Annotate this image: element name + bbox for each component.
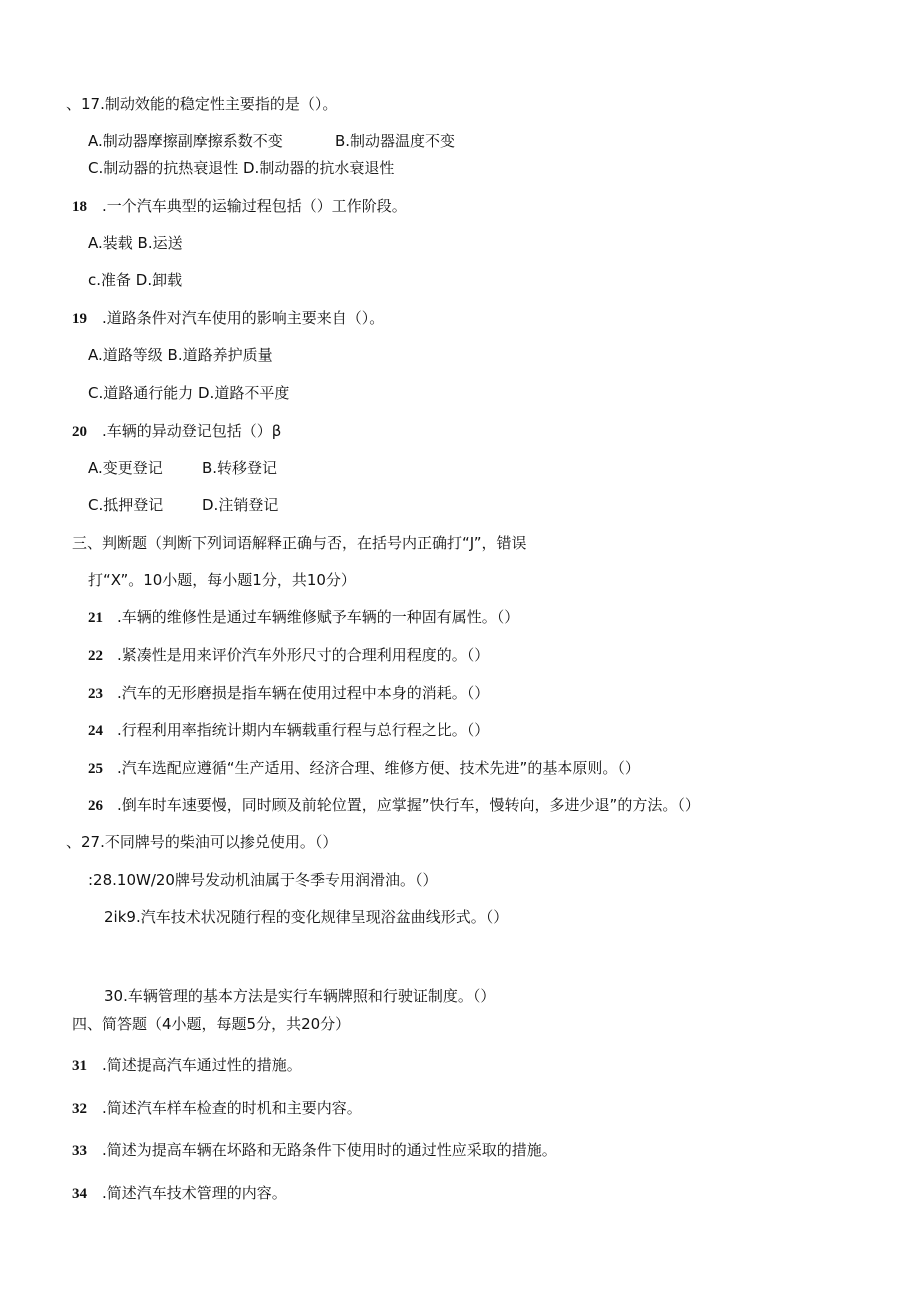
judge-text: .倒车时车速要慢，同时顾及前轮位置，应掌握”快行车，慢转向，多进少退”的方法。（） [117, 796, 700, 814]
question-17-stem: 、17.制动效能的稳定性主要指的是（）。 [66, 95, 338, 113]
short-question-34 [72, 1183, 287, 1204]
judge-number: 25 [88, 761, 103, 777]
judge-number: 22 [88, 648, 103, 664]
judge-text: .车辆的维修性是通过车辆维修赋予车辆的一种固有属性。（） [117, 608, 520, 626]
short-question-31 [72, 1055, 302, 1076]
judge-question-27: 、27.不同牌号的柴油可以掺兑使用。（） [66, 833, 338, 851]
question-19-option-ab: A.道路等级 B.道路养护质量 [88, 346, 273, 364]
question-17-option-b: B.制动器温度不变 [335, 132, 456, 150]
question-18-text: .一个汽车典型的运输过程包括（）工作阶段。 [102, 197, 407, 215]
judge-question-22 [88, 645, 489, 666]
judge-question-25 [88, 758, 640, 779]
section-3-heading-line1: 三、判断题（判断下列词语解释正确与否，在括号内正确打“J”，错误 [72, 534, 527, 552]
short-text: .简述为提高车辆在坏路和无路条件下使用时的通过性应采取的措施。 [102, 1141, 557, 1159]
judge-question-30: 30.车辆管理的基本方法是实行车辆牌照和行驶证制度。（） [104, 987, 496, 1005]
short-text: .简述汽车样车检查的时机和主要内容。 [102, 1099, 362, 1117]
section-3-heading-line2: 打“X”。10小题，每小题1分，共10分） [88, 571, 356, 589]
judge-question-26 [88, 795, 700, 816]
question-17-option-cd: C.制动器的抗热衰退性 D.制动器的抗水衰退性 [88, 159, 395, 177]
section-4-heading: 四、简答题（4小题，每题5分，共20分） [72, 1015, 351, 1033]
question-20-option-c: C.抵押登记 [88, 496, 164, 514]
short-number: 31 [72, 1058, 87, 1074]
question-20-option-a: A.变更登记 [88, 459, 163, 477]
judge-number: 21 [88, 610, 103, 626]
question-20-number: 20 [72, 424, 87, 440]
question-18-number: 18 [72, 199, 87, 215]
judge-text: .紧凑性是用来评价汽车外形尺寸的合理利用程度的。（） [117, 646, 490, 664]
short-number: 33 [72, 1143, 87, 1159]
question-19-option-cd: C.道路通行能力 D.道路不平度 [88, 384, 290, 402]
judge-text: .行程利用率指统计期内车辆载重行程与总行程之比。（） [117, 721, 490, 739]
question-18-option-ab: A.装载 B.运送 [88, 234, 183, 252]
judge-number: 23 [88, 686, 103, 702]
judge-question-24 [88, 720, 489, 741]
question-19 [72, 308, 384, 329]
judge-question-28: :28.10W/20牌号发动机油属于冬季专用润滑油。（） [88, 871, 438, 889]
judge-number: 26 [88, 798, 103, 814]
short-question-32 [72, 1098, 362, 1119]
question-20-text: .车辆的异动登记包括（）β [102, 422, 282, 440]
question-17-option-a: A.制动器摩擦副摩擦系数不变 [88, 132, 283, 150]
judge-number: 24 [88, 723, 103, 739]
question-20 [72, 421, 281, 442]
short-text: .简述提高汽车通过性的措施。 [102, 1056, 302, 1074]
judge-text: .汽车选配应遵循“生产适用、经济合理、维修方便、技术先进”的基本原则。（） [117, 759, 640, 777]
judge-question-21 [88, 607, 519, 628]
short-text: .简述汽车技术管理的内容。 [102, 1184, 287, 1202]
question-20-option-b: B.转移登记 [202, 459, 278, 477]
judge-question-29: 2ik9.汽车技术状况随行程的变化规律呈现浴盆曲线形式。（） [104, 908, 509, 926]
question-18-option-cd: c.准备 D.卸载 [88, 271, 183, 289]
judge-question-23 [88, 683, 489, 704]
question-19-text: .道路条件对汽车使用的影响主要来自（）。 [102, 309, 385, 327]
short-question-33 [72, 1140, 557, 1161]
judge-text: .汽车的无形磨损是指车辆在使用过程中本身的消耗。（） [117, 684, 490, 702]
question-18 [72, 196, 407, 217]
short-number: 32 [72, 1101, 87, 1117]
question-20-option-d: D.注销登记 [202, 496, 279, 514]
question-19-number: 19 [72, 311, 87, 327]
short-number: 34 [72, 1186, 87, 1202]
